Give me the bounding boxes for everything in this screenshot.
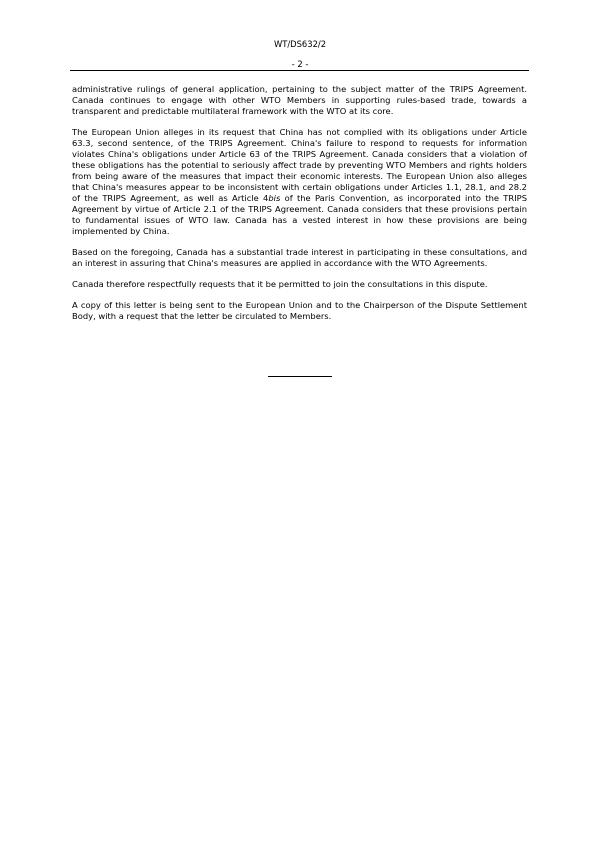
paragraph-2-italic-bis: bis — [268, 193, 281, 203]
end-of-document-rule — [268, 376, 332, 377]
paragraph-1 — [72, 84, 527, 117]
page-number: - 2 - — [291, 59, 309, 69]
paragraph-3 — [72, 247, 527, 269]
document-body — [72, 84, 527, 332]
paragraph-3-text: Based on the foregoing, Canada has a substantial trade interest in participating in these consultations, and an interest in assuring that China's measures are applied in accordance with the WTO Agreements. — [72, 247, 527, 268]
paragraph-2-text-b: of the Paris Convention, as incorporated into the TRIPS Agreement by virtue of Article 2.1 of the TRIPS Agreement. Canada considers that these provisions pertain to fundamental issues of WTO law. Canada has a vested interest in how these provisions are being implemented by China. — [72, 193, 527, 236]
header-rule — [70, 70, 529, 71]
paragraph-5-text: A copy of this letter is being sent to the European Union and to the Chairperson of the Dispute Settlement Body, with a request that the letter be circulated to Members. — [72, 300, 527, 321]
paragraph-2-text-a: The European Union alleges in its request that China has not complied with its obligations under Article 63.3, second sentence, of the TRIPS Agreement. China's failure to respond to requests for information violates China's obligations under Article 63 of the TRIPS Agreement. Canada considers that a violation of these obligations has the potential to seriously affect trade by preventing WTO Members and rights holders from being aware of the measures that impact their economic interests. The European Union also alleges that China's measures appear to be inconsistent with certain obligations under Articles 1.1, 28.1, and 28.2 of the TRIPS Agreement, as well as Article 4 — [72, 127, 527, 203]
document-symbol: WT/DS632/2 — [273, 39, 327, 49]
paragraph-5 — [72, 300, 527, 322]
paragraph-4 — [72, 279, 527, 290]
paragraph-2 — [72, 127, 527, 237]
paragraph-4-text: Canada therefore respectfully requests that it be permitted to join the consultations in this dispute. — [72, 279, 488, 289]
paragraph-1-text: administrative rulings of general application, pertaining to the subject matter of the TRIPS Agreement. Canada continues to engage with other WTO Members in supporting rules-based trade, towards a transparent and predictable multilateral framework with the WTO at its core. — [72, 84, 527, 116]
